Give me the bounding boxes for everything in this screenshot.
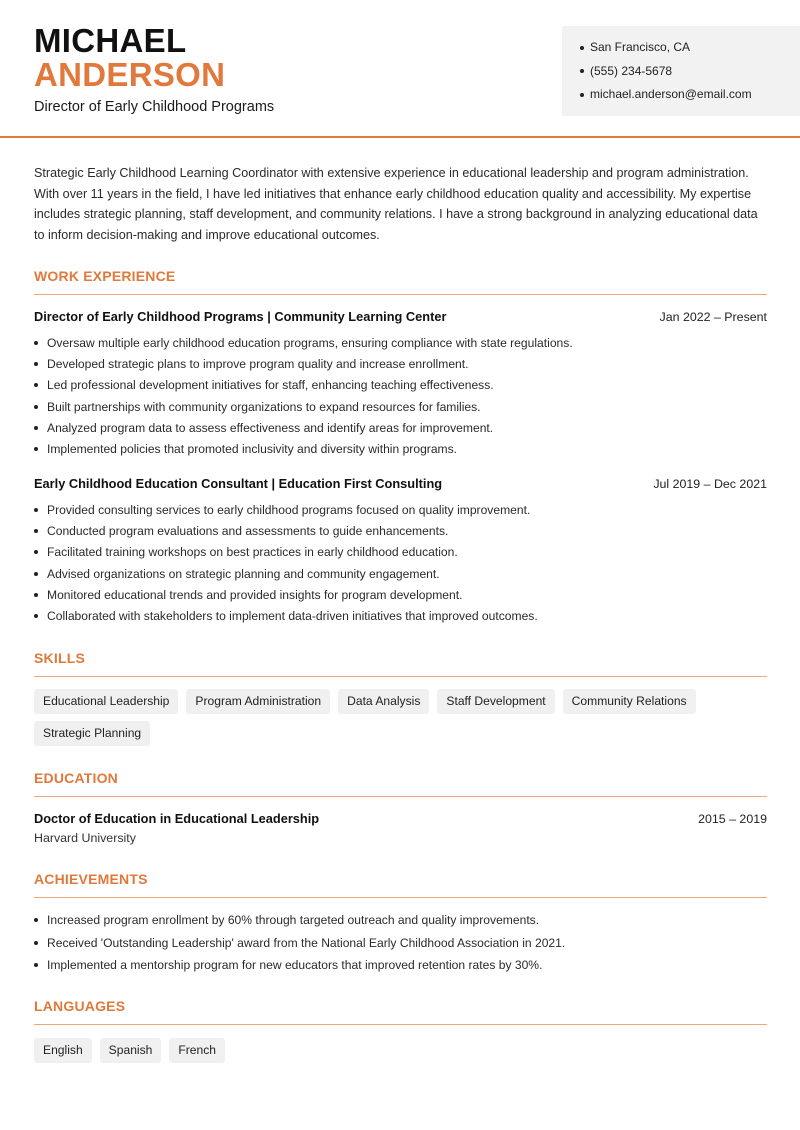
bullet-icon [34, 383, 38, 387]
first-name: MICHAEL [34, 22, 187, 59]
headline-title: Director of Early Childhood Programs [34, 99, 275, 115]
education-entry-header [34, 811, 767, 826]
bullet-icon [34, 614, 38, 618]
language-chip: Spanish [100, 1038, 162, 1063]
bullet-icon [34, 362, 38, 366]
list-item [34, 499, 767, 520]
school-name: Harvard University [34, 831, 136, 845]
location-text: San Francisco, CA [590, 40, 691, 55]
bullet-text: Collaborated with stakeholders to implement data-driven initiatives that improved outcomes. [47, 609, 538, 624]
language-chip: English [34, 1038, 92, 1063]
summary-paragraph: Strategic Early Childhood Learning Coordinator with extensive experience in educational leadership and program administration. With over 11 years in the field, I have led initiatives that enhance early childhood education quality and accessibility. My expertise includes strategic planning, staff development, and community relations. I have a strong background in analyzing educational data to inform decision-making and improve educational outcomes. [34, 166, 758, 243]
bullet-text: Advised organizations on strategic planning and community engagement. [47, 566, 440, 581]
bullet-icon [580, 93, 584, 97]
bullet-icon [34, 550, 38, 554]
bullet-icon [34, 341, 38, 345]
job-dates: Jan 2022 – Present [659, 310, 767, 324]
bullet-icon [34, 918, 38, 922]
bullet-text: Developed strategic plans to improve program quality and increase enrollment. [47, 356, 469, 371]
bullet-text: Built partnerships with community organizations to expand resources for families. [47, 399, 481, 414]
bullet-icon [34, 963, 38, 967]
bullet-icon [580, 46, 584, 50]
list-item [34, 542, 767, 563]
list-item [34, 584, 767, 605]
section-divider [34, 796, 767, 797]
bullet-text: Provided consulting services to early childhood programs focused on quality improvement. [47, 502, 531, 517]
achievement-bullets [34, 909, 767, 977]
bullet-text: Implemented policies that promoted inclusivity and diversity within programs. [47, 442, 458, 457]
email-text: michael.anderson@email.com [590, 87, 752, 102]
list-item [34, 563, 767, 584]
skill-chip: Data Analysis [338, 689, 429, 714]
languages-list [34, 1038, 767, 1063]
list-item [34, 605, 767, 626]
contact-phone [580, 60, 800, 84]
job-entry-header [34, 309, 767, 324]
job-bullets [34, 332, 767, 460]
job-bullets [34, 499, 767, 627]
job-title: Director of Early Childhood Programs | Community Learning Center [34, 309, 447, 324]
contact-box [562, 26, 800, 116]
list-item [34, 909, 767, 932]
section-divider [34, 676, 767, 677]
contact-email [580, 83, 800, 107]
bullet-text: Oversaw multiple early childhood education programs, ensuring compliance with state regulations. [47, 335, 573, 350]
bullet-icon [34, 572, 38, 576]
bullet-text: Facilitated training workshops on best practices in early childhood education. [47, 545, 458, 560]
skill-chip: Strategic Planning [34, 721, 150, 746]
last-name: ANDERSON [34, 56, 226, 93]
skill-chip: Educational Leadership [34, 689, 178, 714]
list-item [34, 954, 767, 977]
list-item [34, 438, 767, 459]
job-entry-header [34, 476, 767, 491]
achievements-heading: ACHIEVEMENTS [34, 871, 148, 887]
skill-chip: Program Administration [186, 689, 330, 714]
bullet-icon [34, 593, 38, 597]
resume-header [0, 0, 800, 138]
bullet-icon [34, 508, 38, 512]
section-divider [34, 897, 767, 898]
job-dates: Jul 2019 – Dec 2021 [653, 477, 767, 491]
languages-heading: LANGUAGES [34, 998, 126, 1014]
bullet-text: Conducted program evaluations and assessments to guide enhancements. [47, 523, 449, 538]
bullet-text: Monitored educational trends and provided insights for program development. [47, 587, 463, 602]
list-item [34, 375, 767, 396]
bullet-text: Analyzed program data to assess effectiveness and identify areas for improvement. [47, 420, 494, 435]
bullet-icon [34, 405, 38, 409]
degree-title: Doctor of Education in Educational Leadership [34, 811, 320, 826]
list-item [34, 332, 767, 353]
bullet-text: Led professional development initiatives for staff, enhancing teaching effectiveness. [47, 378, 494, 393]
list-item [34, 396, 767, 417]
phone-text: (555) 234-5678 [590, 63, 673, 78]
bullet-icon [34, 426, 38, 430]
bullet-text: Implemented a mentorship program for new educators that improved retention rates by 30%. [47, 958, 543, 973]
language-chip: French [169, 1038, 225, 1063]
bullet-text: Received 'Outstanding Leadership' award from the National Early Childhood Association in 2021. [47, 935, 566, 950]
education-heading: EDUCATION [34, 770, 118, 786]
list-item [34, 932, 767, 955]
skill-chip: Community Relations [563, 689, 696, 714]
skills-list [34, 689, 767, 746]
bullet-icon [34, 941, 38, 945]
education-dates: 2015 – 2019 [698, 812, 767, 826]
bullet-icon [34, 529, 38, 533]
section-divider [34, 294, 767, 295]
section-divider [34, 1024, 767, 1025]
bullet-icon [34, 447, 38, 451]
work-experience-heading: WORK EXPERIENCE [34, 268, 176, 284]
skill-chip: Staff Development [437, 689, 554, 714]
contact-location [580, 36, 800, 60]
list-item [34, 353, 767, 374]
job-title: Early Childhood Education Consultant | Education First Consulting [34, 476, 443, 491]
bullet-icon [580, 69, 584, 73]
bullet-text: Increased program enrollment by 60% through targeted outreach and quality improvements. [47, 913, 540, 928]
list-item [34, 417, 767, 438]
list-item [34, 520, 767, 541]
skills-heading: SKILLS [34, 650, 85, 666]
